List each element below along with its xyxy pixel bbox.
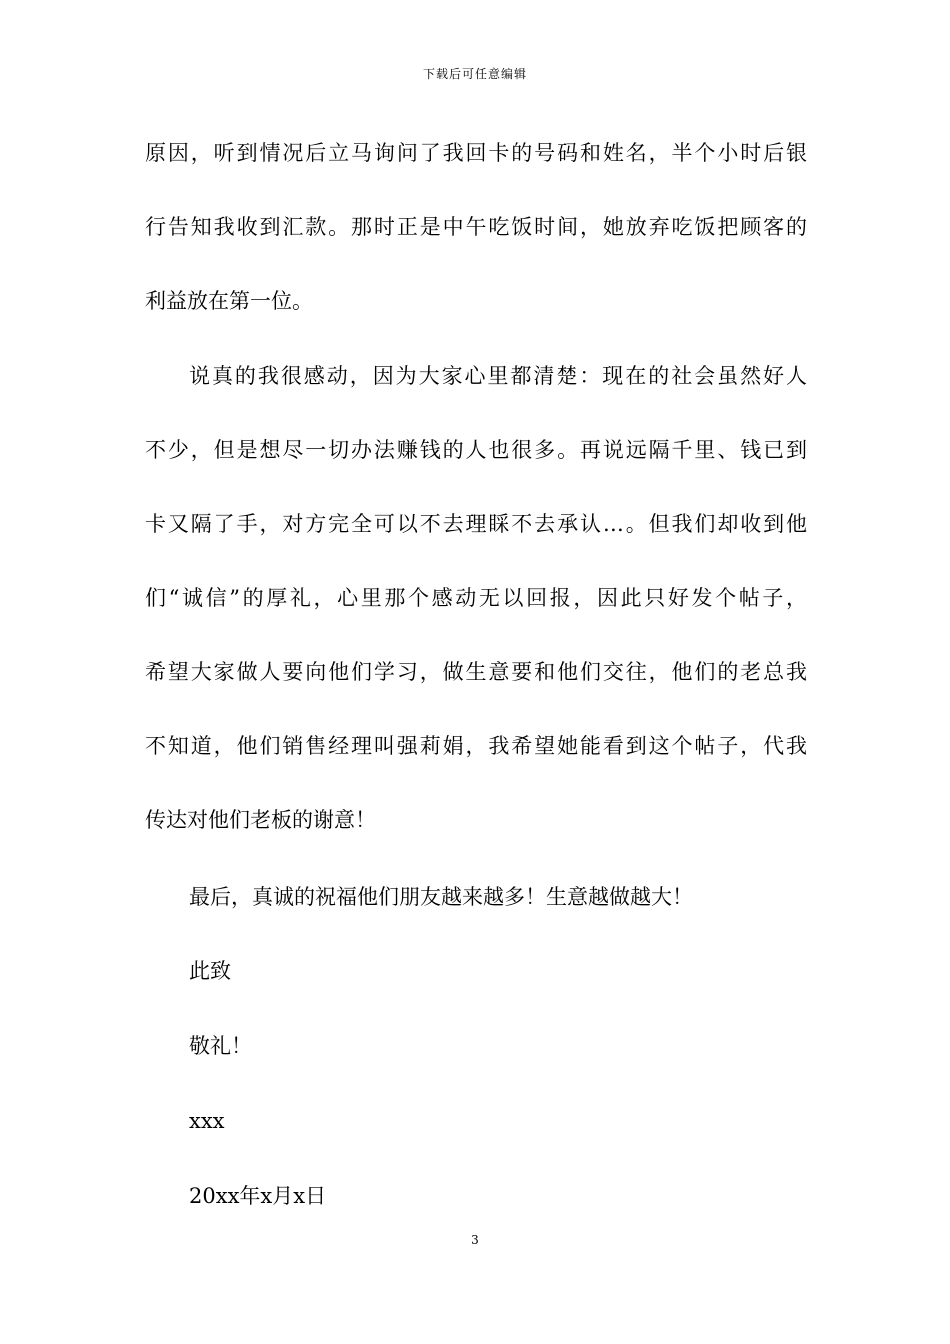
paragraph-line: 说真的我很感动，因为大家心里都清楚：现在的社会虽然好人 — [189, 364, 807, 388]
signature: xxx — [189, 1109, 225, 1133]
paragraph-line: 利益放在第一位。 — [145, 289, 313, 313]
paragraph-1 — [145, 116, 807, 338]
paragraph-line: 希望大家做人要向他们学习，做生意要和他们交往，他们的老总我 — [145, 660, 807, 684]
closing-wish: 最后，真诚的祝福他们朋友越来越多！生意越做越大！ — [189, 885, 693, 909]
paragraph-line: 们“诚信”的厚礼，心里那个感动无以回报，因此只好发个帖子， — [145, 586, 807, 610]
paragraph-line: 行告知我收到汇款。那时正是中午吃饭时间，她放弃吃饭把顾客的 — [145, 215, 807, 239]
letter-date: 20xx年x月x日 — [189, 1184, 327, 1208]
paragraph-line: 传达对他们老板的谢意！ — [145, 808, 376, 832]
page-number: 3 — [471, 1233, 479, 1247]
salutation: 此致 — [189, 959, 231, 983]
regards: 敬礼！ — [189, 1034, 252, 1058]
page-header: 下载后可任意编辑 — [422, 67, 527, 81]
paragraph-line: 不知道，他们销售经理叫强莉娟，我希望她能看到这个帖子，代我 — [145, 734, 807, 758]
paragraph-line: 卡又隔了手，对方完全可以不去理睬不去承认…。但我们却收到他 — [145, 512, 807, 536]
paragraph-line: 原因，听到情况后立马询问了我回卡的号码和姓名，半个小时后银 — [145, 141, 807, 165]
paragraph-2 — [145, 339, 807, 857]
paragraph-line: 不少，但是想尽一切办法赚钱的人也很多。再说远隔千里、钱已到 — [145, 438, 807, 462]
